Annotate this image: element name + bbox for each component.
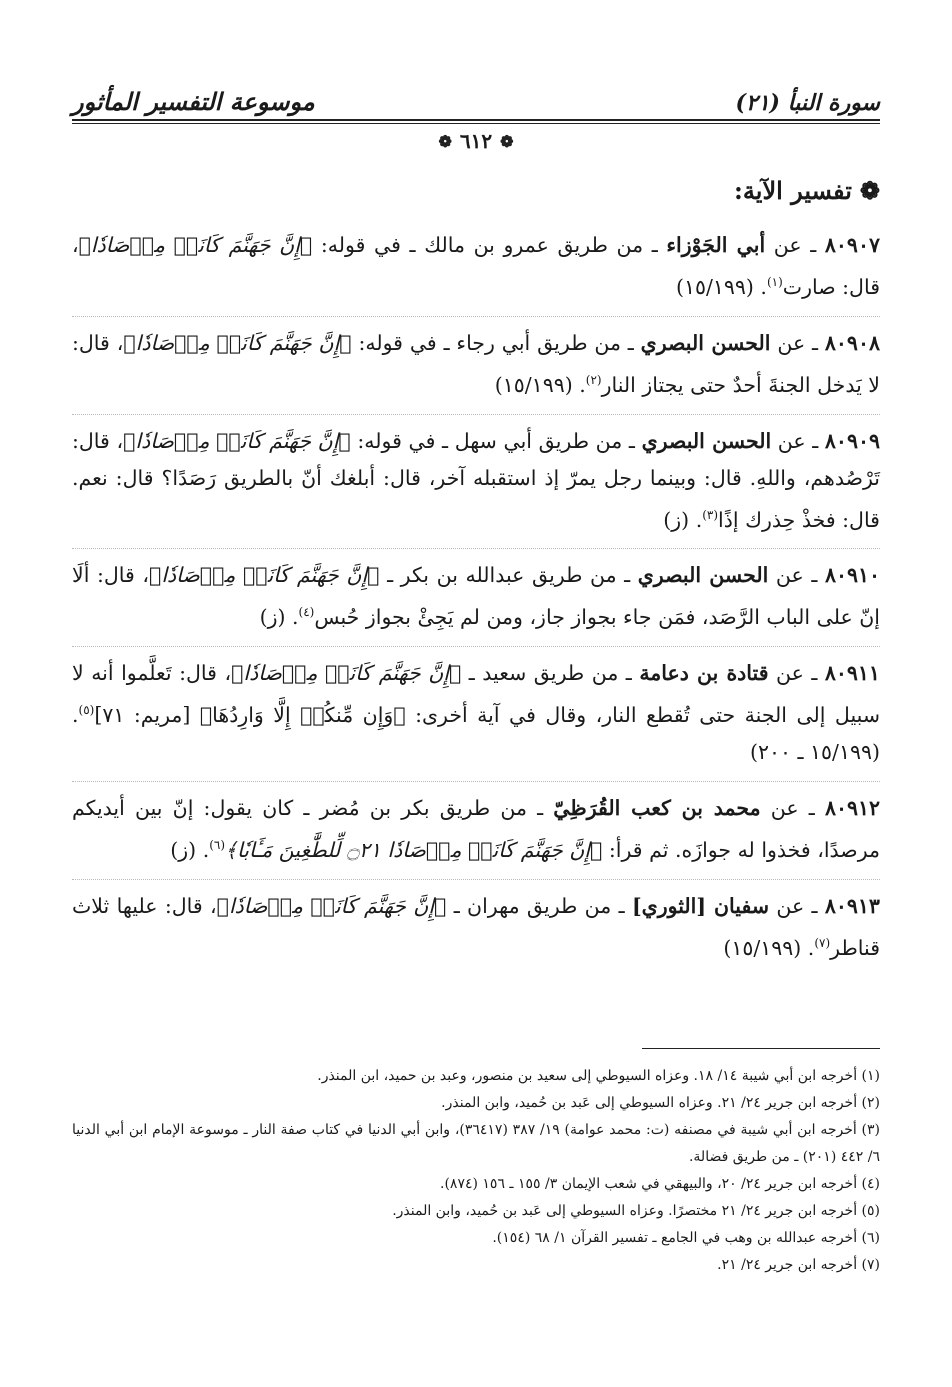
quran-verse: ﴿إِنَّ جَهَنَّمَ كَانَتۡ مِرۡصَادٗا﴾	[123, 428, 351, 453]
chain-text: ـ من طريق عبدالله بن بكر ـ	[387, 563, 631, 588]
report-text: ، قال: صارت	[72, 233, 880, 299]
quran-verse: ﴿إِنَّ جَهَنَّمَ كَانَتۡ مِرۡصَادٗا﴾	[149, 563, 380, 588]
header-rule	[72, 119, 880, 124]
narrator-name: محمد بن كعب القُرَظِيّ	[553, 796, 761, 821]
footnote-divider	[642, 1048, 880, 1049]
narrator-name: الحسن البصري	[641, 428, 772, 453]
chain-text: ـ من طريق أبي رجاء ـ في قوله:	[358, 330, 634, 355]
report-text: ، قال: لا يَدخل الجنةَ أحدٌ حتى يجتاز النار	[72, 330, 880, 397]
footnote-item: (٧) أخرجه ابن جرير ٢٤/ ٢١.	[717, 1257, 880, 1273]
footnote-ref: (٢)	[585, 372, 602, 387]
narrator-name: الحسن البصري	[637, 563, 769, 588]
entry-connector: ـ عن	[777, 330, 819, 355]
narrator-name: أبي الجَوْزاء	[666, 233, 766, 257]
footnote-item: (٣) أخرجه ابن أبي شيبة في مصنفه (ت: محمد عوامة) ١٩/ ٣٨٧ (٣٦٤١٧)، وابن أبي الدنيا في كتاب صفة النار ـ موسوعة الإمام ابن أبي الدنيا ٦/ ٤٤٢ (٢٠١) ـ من طريق فضالة.	[72, 1122, 880, 1165]
report-text: ، قال: عليها ثلاث قناطر	[72, 893, 880, 960]
page-number-row	[72, 124, 880, 158]
report-text: ، قال: تَعلَّموا أنه لا سبيل إلى الجنة حتى تُقطع النار، وقال في آية أخرى: ﴿وَإِن مِّنكُمۡ إِلَّا وَارِدُهَا﴾ [مريم: ٧١]	[72, 661, 880, 728]
tafsir-entry	[72, 415, 880, 550]
entry-number: ٨٠٩٠٨	[824, 330, 880, 355]
tafsir-entry	[72, 317, 880, 415]
entry-connector: ـ عن	[777, 428, 819, 453]
report-text: ، قال: تَرْصُدهم، واللهِ. قال: وبينما رجل يمرّ إذ استقبله آخر، قال: أبلغك أنّ بالطريق رَصَدًا؟ قال: نعم. قال: فخذْ حِذرك إذًا	[72, 428, 880, 532]
footnote-item: (٦) أخرجه عبدالله بن وهب في الجامع ـ تفسير القرآن ١/ ٦٨ (١٥٤).	[492, 1230, 880, 1246]
tafsir-entry	[72, 549, 880, 647]
chain-text: ـ من طريق بكر بن مُضر ـ كان يقول: إنّ بين أيديكم مرصدًا، فخذوا له جوازَه. ثم قرأ:	[72, 796, 880, 862]
section-title-text: تفسير الآية:	[734, 176, 852, 205]
source-ref: . (١٥/١٩٩ ـ ٢٠٠)	[72, 703, 880, 765]
source-ref: . (ز)	[170, 837, 210, 862]
narrator-name: سفيان [الثوري]	[631, 893, 770, 918]
ornament-icon: ❁	[500, 131, 514, 151]
quran-verse: ﴿إِنَّ جَهَنَّمَ كَانَتۡ مِرۡصَادٗا ۝٢١ لِّلطَّٰغِينَ مَـَٔابٗا﴾	[225, 837, 603, 862]
tafsir-entry	[72, 647, 880, 782]
source-ref: . (١٥/١٩٩)	[675, 274, 767, 299]
footnote-ref: (١)	[766, 275, 783, 289]
narrator-name: الحسن البصري	[640, 330, 771, 355]
surah-label: سورة النبأ (٢١)	[735, 90, 880, 116]
quran-verse: ﴿إِنَّ جَهَنَّمَ كَانَتۡ مِرۡصَادٗا﴾	[123, 330, 352, 355]
running-header	[72, 70, 880, 124]
entry-connector: ـ عن	[773, 233, 817, 257]
entry-number: ٨٠٩٠٧	[824, 233, 880, 257]
quran-verse: ﴿إِنَّ جَهَنَّمَ كَانَتۡ مِرۡصَادٗا﴾	[231, 661, 462, 686]
entry-number: ٨٠٩١٢	[824, 796, 881, 821]
quran-verse: ﴿إِنَّ جَهَنَّمَ كَانَتۡ مِرۡصَادٗا﴾	[78, 233, 313, 257]
source-ref: . (١٥/١٩٩)	[723, 935, 815, 960]
footnote-item: (٤) أخرجه ابن جرير ٢٤/ ٢٠، والبيهقي في شعب الإيمان ٣/ ١٥٥ ـ ١٥٦ (٨٧٤).	[440, 1176, 880, 1192]
narrator-name: قتادة بن دعامة	[639, 661, 769, 686]
entry-connector: ـ عن	[776, 661, 818, 686]
page-number: ٦١٢	[459, 129, 493, 153]
tafsir-entry	[72, 880, 880, 977]
tafsir-entry	[72, 782, 880, 880]
source-ref: . (ز)	[663, 507, 703, 532]
report-text: ، قال: ألَا إنّ على الباب الرَّصَد، فمَن جاء بجواز جاز، ومن لم يَجِئْ بجواز حُبس	[72, 563, 880, 630]
quran-verse: ﴿إِنَّ جَهَنَّمَ كَانَتۡ مِرۡصَادٗا﴾	[216, 893, 447, 918]
source-ref: . (ز)	[259, 605, 299, 630]
tafsir-entry	[72, 219, 880, 317]
entries-list	[72, 219, 880, 977]
footnote-ref: (٣)	[702, 507, 719, 522]
chain-text: ـ من طريق سعيد ـ	[468, 661, 632, 686]
book-title: موسوعة التفسير المأثور	[72, 87, 315, 116]
entry-number: ٨٠٩١٣	[824, 893, 880, 918]
entry-connector: ـ عن	[776, 893, 818, 918]
entry-number: ٨٠٩١٠	[824, 563, 880, 588]
entry-number: ٨٠٩١١	[824, 661, 880, 686]
footnote-item: (٢) أخرجه ابن جرير ٢٤/ ٢١. وعزاه السيوطي إلى عَبد بن حُميد، وابن المنذر.	[441, 1095, 880, 1111]
chain-text: ـ من طريق مهران ـ	[453, 893, 625, 918]
entry-connector: ـ عن	[775, 563, 818, 588]
footnote-item: (١) أخرجه ابن أبي شيبة ١٤/ ١٨. وعزاه السيوطي إلى سعيد بن منصور، وعبد بن حميد، ابن المنذر.	[317, 1068, 880, 1084]
chain-text: ـ من طريق أبي سهل ـ في قوله:	[357, 428, 635, 453]
chain-text: ـ من طريق عمرو بن مالك ـ في قوله:	[320, 233, 658, 257]
source-ref: . (١٥/١٩٩)	[494, 372, 586, 397]
footnote-ref: (٤)	[298, 605, 315, 620]
footnotes	[72, 1063, 880, 1279]
flower-bullet-icon: ❁	[859, 176, 880, 205]
footnote-ref: (٦)	[209, 838, 226, 853]
footnote-ref: (٥)	[78, 703, 95, 718]
entry-number: ٨٠٩٠٩	[824, 428, 880, 453]
entry-connector: ـ عن	[770, 796, 815, 821]
footnote-ref: (٧)	[814, 935, 831, 950]
footnote-item: (٥) أخرجه ابن جرير ٢٤/ ٢١ مختصرًا. وعزاه السيوطي إلى عَبد بن حُميد، وابن المنذر.	[392, 1203, 880, 1219]
section-title	[72, 176, 880, 205]
ornament-icon: ❁	[438, 131, 452, 151]
